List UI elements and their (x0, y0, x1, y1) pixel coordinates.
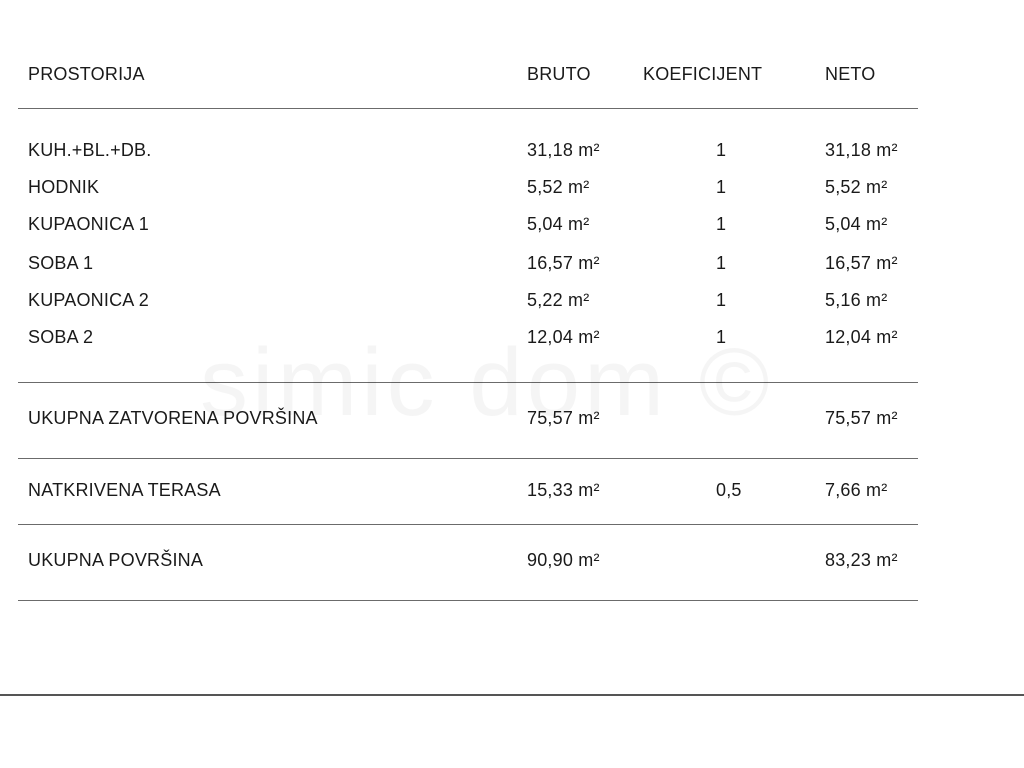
room-koeficijent: 1 (716, 253, 727, 273)
room-bruto: 5,22 m² (527, 290, 590, 310)
grand-total-label: UKUPNA POVRŠINA (28, 550, 204, 570)
terrace-neto: 7,66 m² (825, 480, 888, 500)
room-neto: 16,57 m² (825, 253, 898, 273)
closed-total-label: UKUPNA ZATVORENA POVRŠINA (28, 408, 318, 428)
room-koeficijent: 1 (716, 214, 727, 234)
room-koeficijent: 1 (716, 290, 727, 310)
closed-total-neto: 75,57 m² (825, 408, 898, 428)
room-koeficijent: 1 (716, 140, 727, 160)
room-neto: 5,16 m² (825, 290, 888, 310)
rooms-divider (18, 382, 918, 383)
room-neto: 5,04 m² (825, 214, 888, 234)
closed-total-bruto: 75,57 m² (527, 408, 600, 428)
room-name: SOBA 2 (28, 327, 94, 347)
room-bruto: 16,57 m² (527, 253, 600, 273)
page-divider (0, 694, 1024, 696)
room-neto: 12,04 m² (825, 327, 898, 347)
room-neto: 5,52 m² (825, 177, 888, 197)
header-koeficijent: KOEFICIJENT (643, 64, 763, 84)
room-name: KUH.+BL.+DB. (28, 140, 152, 160)
terrace-bruto: 15,33 m² (527, 480, 600, 500)
grand-total-bruto: 90,90 m² (527, 550, 600, 570)
header-divider (18, 108, 918, 109)
room-name: SOBA 1 (28, 253, 94, 273)
header-room: PROSTORIJA (28, 64, 145, 84)
room-koeficijent: 1 (716, 177, 727, 197)
header-neto: NETO (825, 64, 876, 84)
room-koeficijent: 1 (716, 327, 727, 347)
closed-total-divider (18, 458, 918, 459)
room-name: KUPAONICA 2 (28, 290, 149, 310)
terrace-divider (18, 524, 918, 525)
room-name: HODNIK (28, 177, 100, 197)
grand-total-neto: 83,23 m² (825, 550, 898, 570)
terrace-label: NATKRIVENA TERASA (28, 480, 221, 500)
room-bruto: 31,18 m² (527, 140, 600, 160)
terrace-koeficijent: 0,5 (716, 480, 742, 500)
room-name: KUPAONICA 1 (28, 214, 149, 234)
header-bruto: BRUTO (527, 64, 591, 84)
table-bottom-rule (18, 600, 918, 601)
room-bruto: 5,04 m² (527, 214, 590, 234)
room-bruto: 12,04 m² (527, 327, 600, 347)
room-neto: 31,18 m² (825, 140, 898, 160)
room-bruto: 5,52 m² (527, 177, 590, 197)
